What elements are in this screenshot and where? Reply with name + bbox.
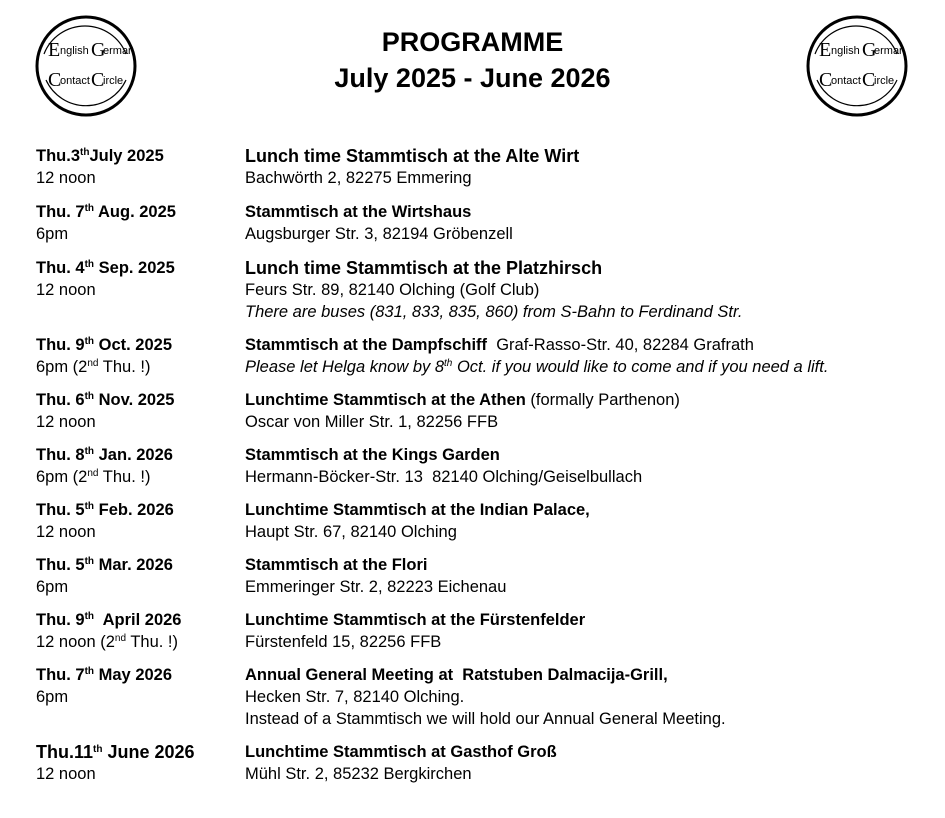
logo-letter: C	[91, 69, 105, 91]
logo-letter: C	[862, 69, 876, 91]
title-line-2: July 2025 - June 2026	[334, 63, 611, 93]
event-info	[245, 741, 935, 785]
logo-letter: E	[819, 39, 832, 61]
logo-word: ircle	[874, 75, 895, 87]
event-note: Instead of a Stammtisch we will hold our Annual General Meeting.	[245, 710, 726, 728]
event-time: 6pm (2nd Thu. !)	[36, 468, 151, 486]
event-date-column	[36, 444, 241, 488]
event-heading: Annual General Meeting at Ratstuben Dalmacija-Grill,	[245, 666, 668, 684]
event-heading-line	[245, 389, 935, 411]
logo-letter: E	[48, 39, 61, 61]
event-info	[245, 145, 935, 189]
event-heading: Stammtisch at the Kings Garden	[245, 446, 500, 464]
event-info	[245, 201, 935, 245]
event-time: 12 noon	[36, 765, 96, 783]
event-date: Thu. 7th Aug. 2025	[36, 203, 176, 221]
logo-word: ontact	[831, 75, 861, 87]
event-address: Oscar von Miller Str. 1, 82256 FFB	[245, 413, 499, 431]
event-date: Thu. 9th April 2026	[36, 611, 182, 629]
event-heading: Lunchtime Stammtisch at Gasthof Groß	[245, 743, 557, 761]
event-date-column	[36, 664, 241, 708]
event-info	[245, 389, 935, 433]
event-address: Graf-Rasso-Str. 40, 82284 Grafrath	[487, 336, 754, 354]
event-info	[245, 257, 935, 323]
event-note: There are buses (831, 833, 835, 860) from S-Bahn to Ferdinand Str.	[245, 303, 743, 321]
event-heading: Stammtisch at the Dampfschiff	[245, 336, 488, 354]
event-time: 6pm	[36, 688, 69, 706]
event-address: Feurs Str. 89, 82140 Olching (Golf Club)	[245, 281, 540, 299]
event-date-column	[36, 609, 241, 653]
page-title	[0, 24, 945, 96]
event-time: 6pm	[36, 578, 69, 596]
event-heading: Stammtisch at the Flori	[245, 556, 428, 574]
event-date-column	[36, 741, 241, 785]
event-date: Thu.3thJuly 2025	[36, 147, 164, 165]
logo-letter: C	[48, 69, 62, 91]
event-date: Thu. 7th May 2026	[36, 666, 173, 684]
logo-letter: G	[862, 39, 877, 61]
event-time: 12 noon	[36, 281, 96, 299]
event-date-column	[36, 389, 241, 433]
event-date-column	[36, 201, 241, 245]
event-info	[245, 554, 935, 598]
event-time: 6pm (2nd Thu. !)	[36, 358, 151, 376]
event-address: Hermann-Böcker-Str. 13 82140 Olching/Geiselbullach	[245, 468, 643, 486]
event-heading: Lunchtime Stammtisch at the Athen	[245, 391, 526, 409]
event-time: 12 noon (2nd Thu. !)	[36, 633, 178, 651]
event-heading-line	[245, 334, 935, 356]
event-date-column	[36, 334, 241, 378]
logo-word: ircle	[103, 75, 124, 87]
event-date-column	[36, 499, 241, 543]
event-address: Haupt Str. 67, 82140 Olching	[245, 523, 457, 541]
event-date: Thu. 8th Jan. 2026	[36, 446, 173, 464]
event-address: Emmeringer Str. 2, 82223 Eichenau	[245, 578, 507, 596]
event-time: 12 noon	[36, 523, 96, 541]
title-line-1: PROGRAMME	[381, 27, 564, 57]
event-address: Fürstenfeld 15, 82256 FFB	[245, 633, 442, 651]
event-heading: Lunch time Stammtisch at the Platzhirsch	[245, 258, 603, 278]
logo-word: erman	[874, 45, 906, 57]
event-time: 12 noon	[36, 413, 96, 431]
logo-word: erman	[103, 45, 135, 57]
event-address: Augsburger Str. 3, 82194 Gröbenzell	[245, 225, 513, 243]
logo-word: nglish	[831, 45, 860, 57]
event-date-column	[36, 145, 241, 189]
event-date-column	[36, 554, 241, 598]
event-date: Thu. 4th Sep. 2025	[36, 259, 175, 277]
event-heading-note: (formally Parthenon)	[525, 391, 680, 409]
logo-word: nglish	[60, 45, 89, 57]
event-date: Thu. 5th Mar. 2026	[36, 556, 173, 574]
event-heading: Lunch time Stammtisch at the Alte Wirt	[245, 146, 580, 166]
event-address: Bachwörth 2, 82275 Emmering	[245, 169, 472, 187]
event-date: Thu.11th June 2026	[36, 742, 195, 762]
event-info	[245, 334, 935, 378]
event-heading: Lunchtime Stammtisch at the Fürstenfelder	[245, 611, 586, 629]
event-info	[245, 664, 935, 730]
event-note: Please let Helga know by 8th Oct. if you would like to come and if you need a lift.	[245, 358, 829, 376]
event-info	[245, 499, 935, 543]
event-time: 6pm	[36, 225, 69, 243]
event-date-column	[36, 257, 241, 301]
event-date: Thu. 5th Feb. 2026	[36, 501, 174, 519]
logo-letter: G	[91, 39, 106, 61]
logo-letter: C	[819, 69, 833, 91]
event-info	[245, 609, 935, 653]
event-address: Mühl Str. 2, 85232 Bergkirchen	[245, 765, 472, 783]
event-heading: Lunchtime Stammtisch at the Indian Palace,	[245, 501, 590, 519]
event-time: 12 noon	[36, 169, 96, 187]
event-date: Thu. 9th Oct. 2025	[36, 336, 173, 354]
event-info	[245, 444, 935, 488]
logo-word: ontact	[60, 75, 90, 87]
event-heading: Stammtisch at the Wirtshaus	[245, 203, 472, 221]
event-date: Thu. 6th Nov. 2025	[36, 391, 175, 409]
event-address: Hecken Str. 7, 82140 Olching.	[245, 688, 465, 706]
